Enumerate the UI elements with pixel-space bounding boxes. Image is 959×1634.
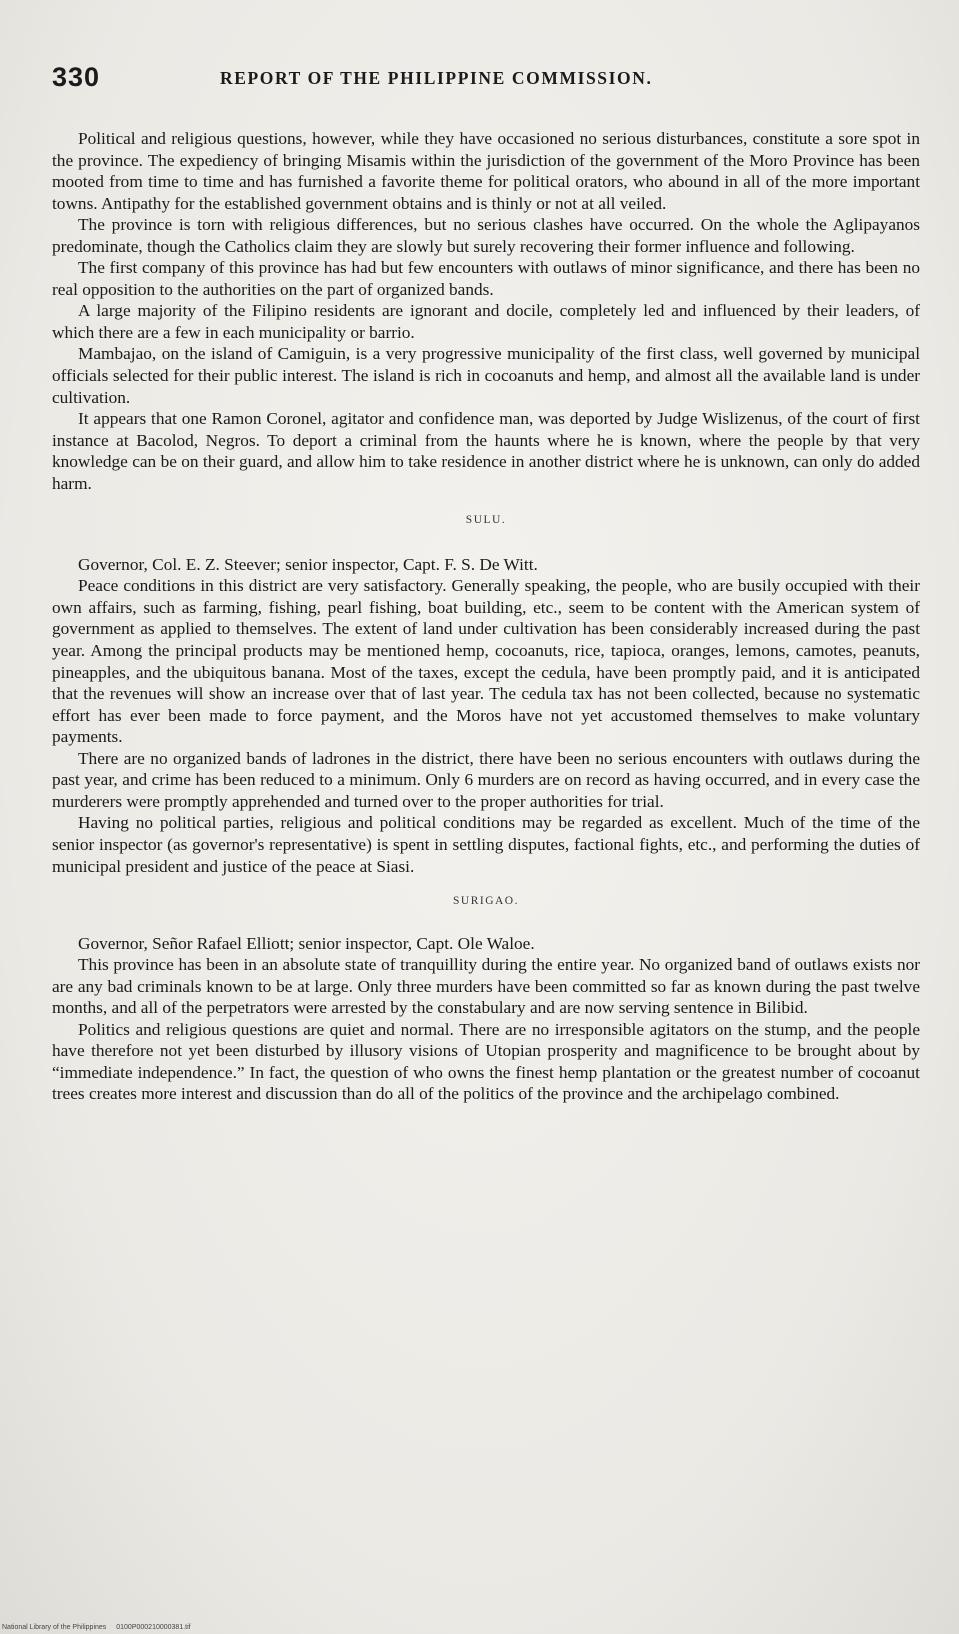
paragraph-first-company: The first company of this province has had but few encounters with outlaws of minor significance, and there has been no real opposition to the authorities on the part of organized bands. xyxy=(52,258,920,299)
paragraph-political-questions: Political and religious questions, however, while they have occasioned no serious disturbances, constitute a sore spot in the province. The expediency of bringing Misamis within the jurisdiction of the government of the Moro Province has been mooted from time to time and has furnished a favorite theme for political orators, who abound in all of the more important towns. Antipathy for the established government obtains and is thinly or not at all veiled. xyxy=(52,129,920,213)
section-heading-surigao: SURIGAO. xyxy=(453,895,519,908)
surigao-paragraph-politics: Politics and religious questions are quiet and normal. There are no irresponsible agitators on the stump, and the people have therefore not yet been disturbed by illusory visions of Utopian prosperity and magnificence to be brought about by “immediate independence.” In fact, the question of who owns the finest hemp plantation or the greatest number of cocoanut trees creates more interest and discussion than do all of the politics of the province and the archipelago combined. xyxy=(52,1019,920,1104)
surigao-officials: Governor, Señor Rafael Elliott; senior inspector, Capt. Ole Waloe. xyxy=(78,933,535,953)
sulu-paragraph-ladrones: There are no organized bands of ladrones in the district, there have been no serious encounters with outlaws during the past year, and crime has been reduced to a minimum. Only 6 murders are on record as having occurred, and in every case the murderers were promptly apprehended and turned over to the proper authorities for trial. xyxy=(52,748,920,811)
scan-footer xyxy=(2,1624,199,1631)
footer-code: 0100P000210000381.tif xyxy=(116,1624,191,1631)
sulu-officials: Governor, Col. E. Z. Steever; senior inspector, Capt. F. S. De Witt. xyxy=(78,554,538,574)
footer-library: National Library of the Philippines xyxy=(2,1624,107,1631)
page-header xyxy=(52,62,912,102)
running-head: REPORT OF THE PHILIPPINE COMMISSION. xyxy=(220,68,653,88)
paragraph-religious-differences: The province is torn with religious differences, but no serious clashes have occurred. On the whole the Aglipayanos predominate, though the Catholics claim they are slowly but surely recovering their former influence and following. xyxy=(52,215,920,256)
sulu-paragraph-political-parties: Having no political parties, religious and political conditions may be regarded as excellent. Much of the time of the senior inspector (as governor's representative) is spent in settling disputes, factional fights, etc., and performing the duties of municipal president and justice of the peace at Siasi. xyxy=(52,813,920,876)
paragraph-ramon-coronel: It appears that one Ramon Coronel, agitator and confidence man, was deported by Judge Wislizenus, of the court of first instance at Bacolod, Negros. To deport a criminal from the haunts where he is known, where the people by that very knowledge can be on their guard, and allow him to take residence in another district where he is unknown, can only do added harm. xyxy=(52,409,920,493)
surigao-paragraph-tranquillity: This province has been in an absolute state of tranquillity during the entire year. No organized band of outlaws exists nor are any bad criminals known to be at large. Only three murders have been committed so far as known during the past twelve months, and all of the perpetrators were arrested by the constabulary and are now serving sentence in Bilibid. xyxy=(52,955,920,1018)
section-heading-sulu: SULU. xyxy=(465,514,507,527)
paragraph-filipino-residents: A large majority of the Filipino residents are ignorant and docile, completely led and influenced by their leaders, of which there are a few in each municipality or barrio. xyxy=(52,301,920,342)
paragraph-mambajao: Mambajao, on the island of Camiguin, is a very progressive municipality of the first class, well governed by municipal officials selected for their public interest. The island is rich in cocoanuts and hemp, and almost all the available land is under cultivation. xyxy=(52,344,920,407)
page-number: 330 xyxy=(52,62,101,92)
sulu-paragraph-peace-conditions: Peace conditions in this district are very satisfactory. Generally speaking, the people, who are busily occupied with their own affairs, such as farming, fishing, pearl fishing, boat building, etc., seem to be content with the American system of government as applied to themselves. The extent of land under cultivation has been considerably increased during the past year. Among the principal products may be mentioned hemp, cocoanuts, rice, tapioca, oranges, lemons, camotes, peanuts, pineapples, and the ubiquitous banana. Most of the taxes, except the cedula, have been promptly paid, and it is anticipated that the revenues will show an increase over that of last year. The cedula tax has not been collected, because no systematic effort has ever been made to force payment, and the Moros have not yet accustomed themselves to make voluntary payments. xyxy=(52,576,920,747)
body-text xyxy=(52,128,920,1105)
